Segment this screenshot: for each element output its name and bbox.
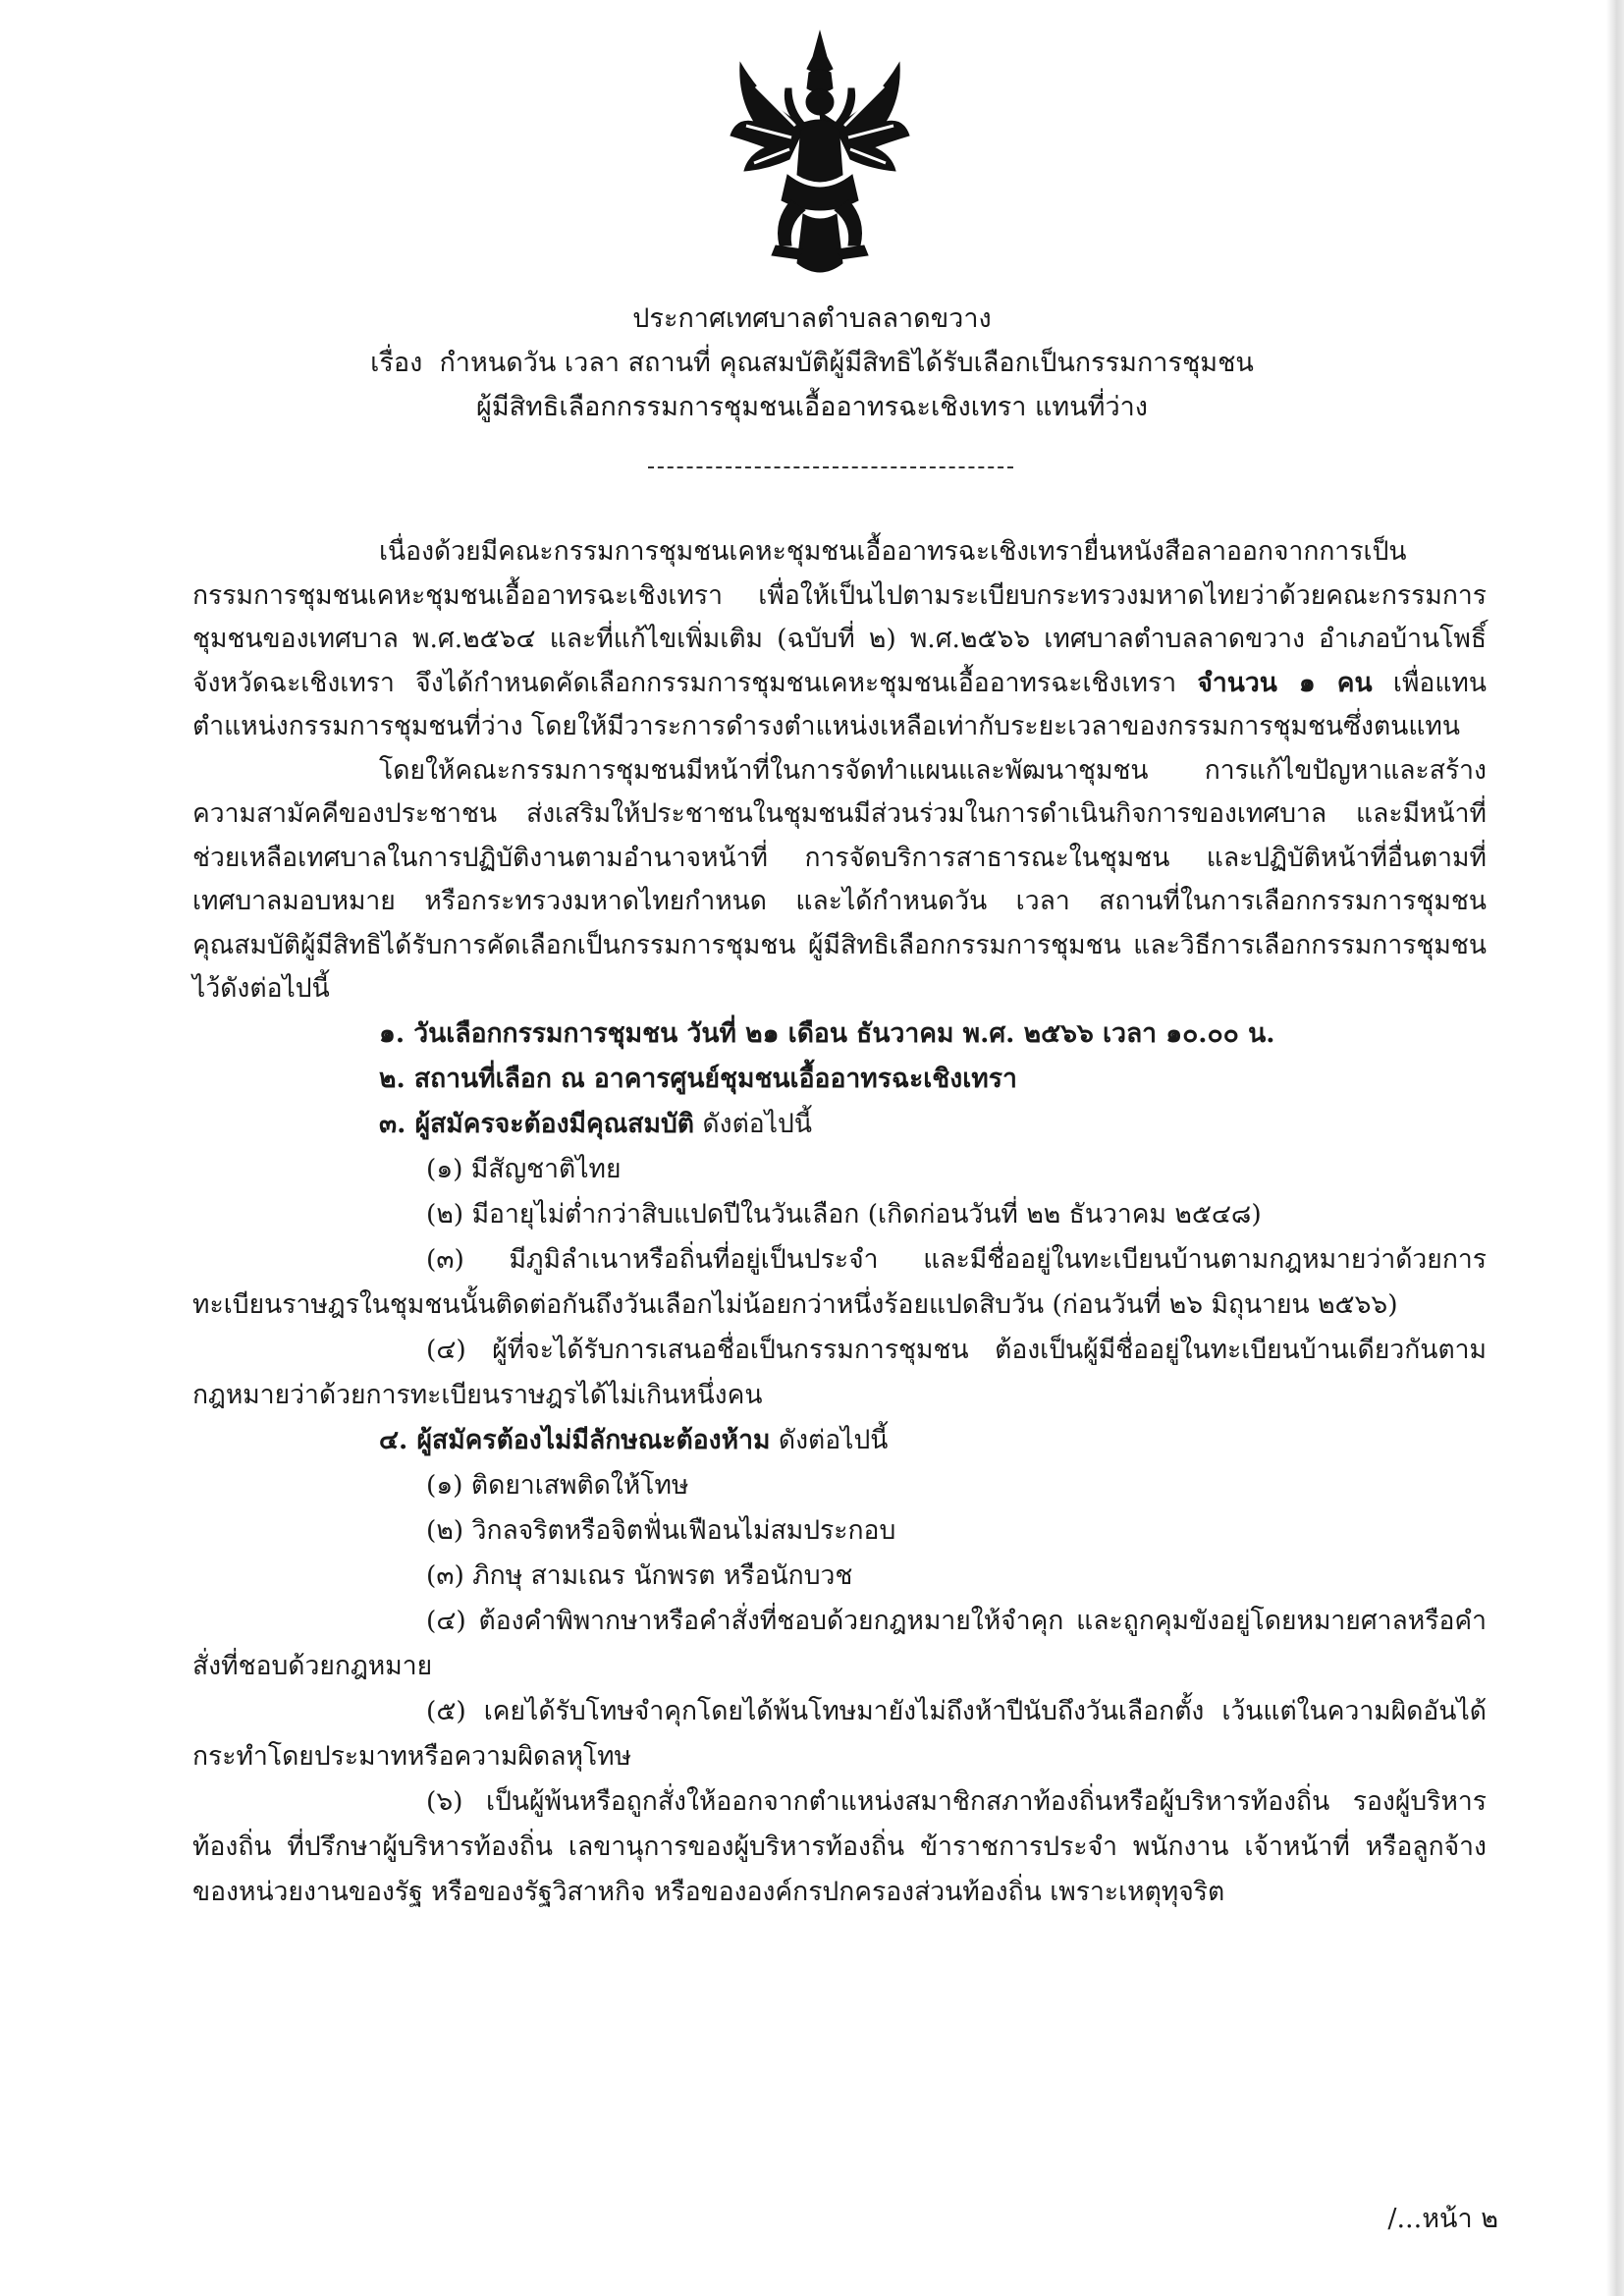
disqualification-2: (๒) วิกลจริตหรือจิตฟั่นเฟือนไม่สมประกอบ [426,1514,896,1546]
item-4-bold: ๔. ผู้สมัครต้องไม่มีลักษณะต้องห้าม [379,1424,771,1455]
item-1 [192,1011,1487,1057]
announcement-title: ประกาศเทศบาลตำบลลาดขวาง [632,303,992,334]
item-1-text: ๑. วันเลือกกรรมการชุมชน วันที่ ๒๑ เดือน ธันวาคม พ.ศ. ๒๕๖๖ เวลา ๑๐.๐๐ น. [379,1017,1275,1049]
qualification-1: (๑) มีสัญชาติไทย [426,1153,622,1184]
announcement-body [192,530,1487,1915]
paragraph-1 [192,530,1487,749]
next-page-marker: /...หน้า ๒ [1387,2204,1498,2234]
disqualification-4: (๔) ต้องคำพิพากษาหรือคำสั่งที่ชอบด้วยกฎหมายให้จำคุก และถูกคุมขังอยู่โดยหมายศาลหรือคำสั่งที่ชอบด้วยกฎหมาย [192,1605,1487,1681]
announcement-subject [0,341,1624,385]
item-3 [192,1102,1487,1147]
disqualification-3: (๓) ภิกษุ สามเณร นักพรต หรือนักบวช [426,1559,853,1591]
paragraph-1-bold: จำนวน ๑ คน [1197,667,1373,698]
item-4 [192,1418,1487,1463]
garuda-emblem-icon [727,27,913,285]
item-2-text: ๒. สถานที่เลือก ณ อาคารศูนย์ชุมชนเอื้ออาทรฉะเชิงเทรา [379,1063,1017,1094]
subject-label: เรื่อง [370,348,423,378]
disqualification-6: (๖) เป็นผู้พ้นหรือถูกสั่งให้ออกจากตำแหน่งสมาชิกสภาท้องถิ่นหรือผู้บริหารท้องถิ่น รองผู้บริหารท้องถิ่น ที่ปรึกษาผู้บริหารท้องถิ่น เลขานุการของผู้บริหารท้องถิ่น ข้าราชการประจำ พนักงาน เจ้าหน้าที่ หรือลูกจ้างของหน่วยงานของรัฐ หรือของรัฐวิสาหกิจ หรือขององค์กรปกครองส่วนท้องถิ่น เพราะเหตุทุจริต [192,1785,1487,1907]
item-3-rest: ดังต่อไปนี้ [702,1108,812,1139]
subject-line-2: ผู้มีสิทธิเลือกกรรมการชุมชนเอื้ออาทรฉะเชิงเทรา แทนที่ว่าง [476,392,1148,422]
item-3-bold: ๓. ผู้สมัครจะต้องมีคุณสมบัติ [379,1108,694,1139]
qualification-4: (๔) ผู้ที่จะได้รับการเสนอชื่อเป็นกรรมการชุมชน ต้องเป็นผู้มีชื่ออยู่ในทะเบียนบ้านเดียวกันตามกฎหมายว่าด้วยการทะเบียนราษฎรได้ไม่เกินหนึ่งคน [192,1334,1487,1410]
qualification-2: (๒) มีอายุไม่ต่ำกว่าสิบแปดปีในวันเลือก (เกิดก่อนวันที่ ๒๒ ธันวาคม ๒๕๔๘) [426,1198,1262,1230]
paragraph-2: โดยให้คณะกรรมการชุมชนมีหน้าที่ในการจัดทำแผนและพัฒนาชุมชน การแก้ไขปัญหาและสร้างความสามัคคีของประชาชน ส่งเสริมให้ประชาชนในชุมชนมีส่วนร่วมในการดำเนินกิจการของเทศบาล และมีหน้าที่ช่วยเหลือเทศบาลในการปฏิบัติงานตามอำนาจหน้าที่ การจัดบริการสาธารณะในชุมชน และปฏิบัติหน้าที่อื่นตามที่เทศบาลมอบหมาย หรือกระทรวงมหาดไทยกำหนด และได้กำหนดวัน เวลา สถานที่ในการเลือกกรรมการชุมชน คุณสมบัติผู้มีสิทธิได้รับการคัดเลือกเป็นกรรมการชุมชน ผู้มีสิทธิเลือกกรรมการชุมชน และวิธีการเลือกกรรมการชุมชนไว้ดังต่อไปนี้ [192,754,1487,1004]
item-4-rest: ดังต่อไปนี้ [778,1424,889,1455]
disqualification-1: (๑) ติดยาเสพติดให้โทษ [426,1469,689,1501]
qualification-3: (๓) มีภูมิลำเนาหรือถิ่นที่อยู่เป็นประจำ และมีชื่ออยู่ในทะเบียนบ้านตามกฎหมายว่าด้วยการทะเบียนราษฎรในชุมชนนั้นติดต่อกันถึงวันเลือกไม่น้อยกว่าหนึ่งร้อยแปดสิบวัน (ก่อนวันที่ ๒๖ มิถุนายน ๒๕๖๖) [192,1243,1487,1320]
paragraph-1-text-b: เพื่อแทนตำแหน่งกรรมการชุมชนที่ว่าง โดยให้มีวาระการดำรงตำแหน่งเหลือเท่ากับระยะเวลาของกรรมการชุมชนซึ่งตนแทน [192,667,1487,741]
header-divider [648,466,1013,468]
subject-line-1: กำหนดวัน เวลา สถานที่ คุณสมบัติผู้มีสิทธิได้รับเลือกเป็นกรรมการชุมชน [439,348,1254,378]
disqualification-5: (๕) เคยได้รับโทษจำคุกโดยได้พ้นโทษมายังไม่ถึงห้าปีนับถึงวันเลือกตั้ง เว้นแต่ในความผิดอันได้กระทำโดยประมาทหรือความผิดลหุโทษ [192,1695,1487,1772]
announcement-header [0,297,1624,429]
item-2 [192,1057,1487,1102]
paragraph-1-text-a: เนื่องด้วยมีคณะกรรมการชุมชนเคหะชุมชนเอื้ออาทรฉะเชิงเทรายื่นหนังสือลาออกจากการเป็นกรรมการชุมชนเคหะชุมชนเอื้ออาทรฉะเชิงเทรา เพื่อให้เป็นไปตามระเบียบกระทรวงมหาดไทยว่าด้วยคณะกรรมการชุมชนของเทศบาล พ.ศ.๒๕๖๔ และที่แก้ไขเพิ่มเติม (ฉบับที่ ๒) พ.ศ.๒๕๖๖ เทศบาลตำบลลาดขวาง อำเภอบ้านโพธิ์ จังหวัดฉะเชิงเทรา จึงได้กำหนดคัดเลือกกรรมการชุมชนเคหะชุมชนเอื้ออาทรฉะเชิงเทรา [192,536,1487,698]
